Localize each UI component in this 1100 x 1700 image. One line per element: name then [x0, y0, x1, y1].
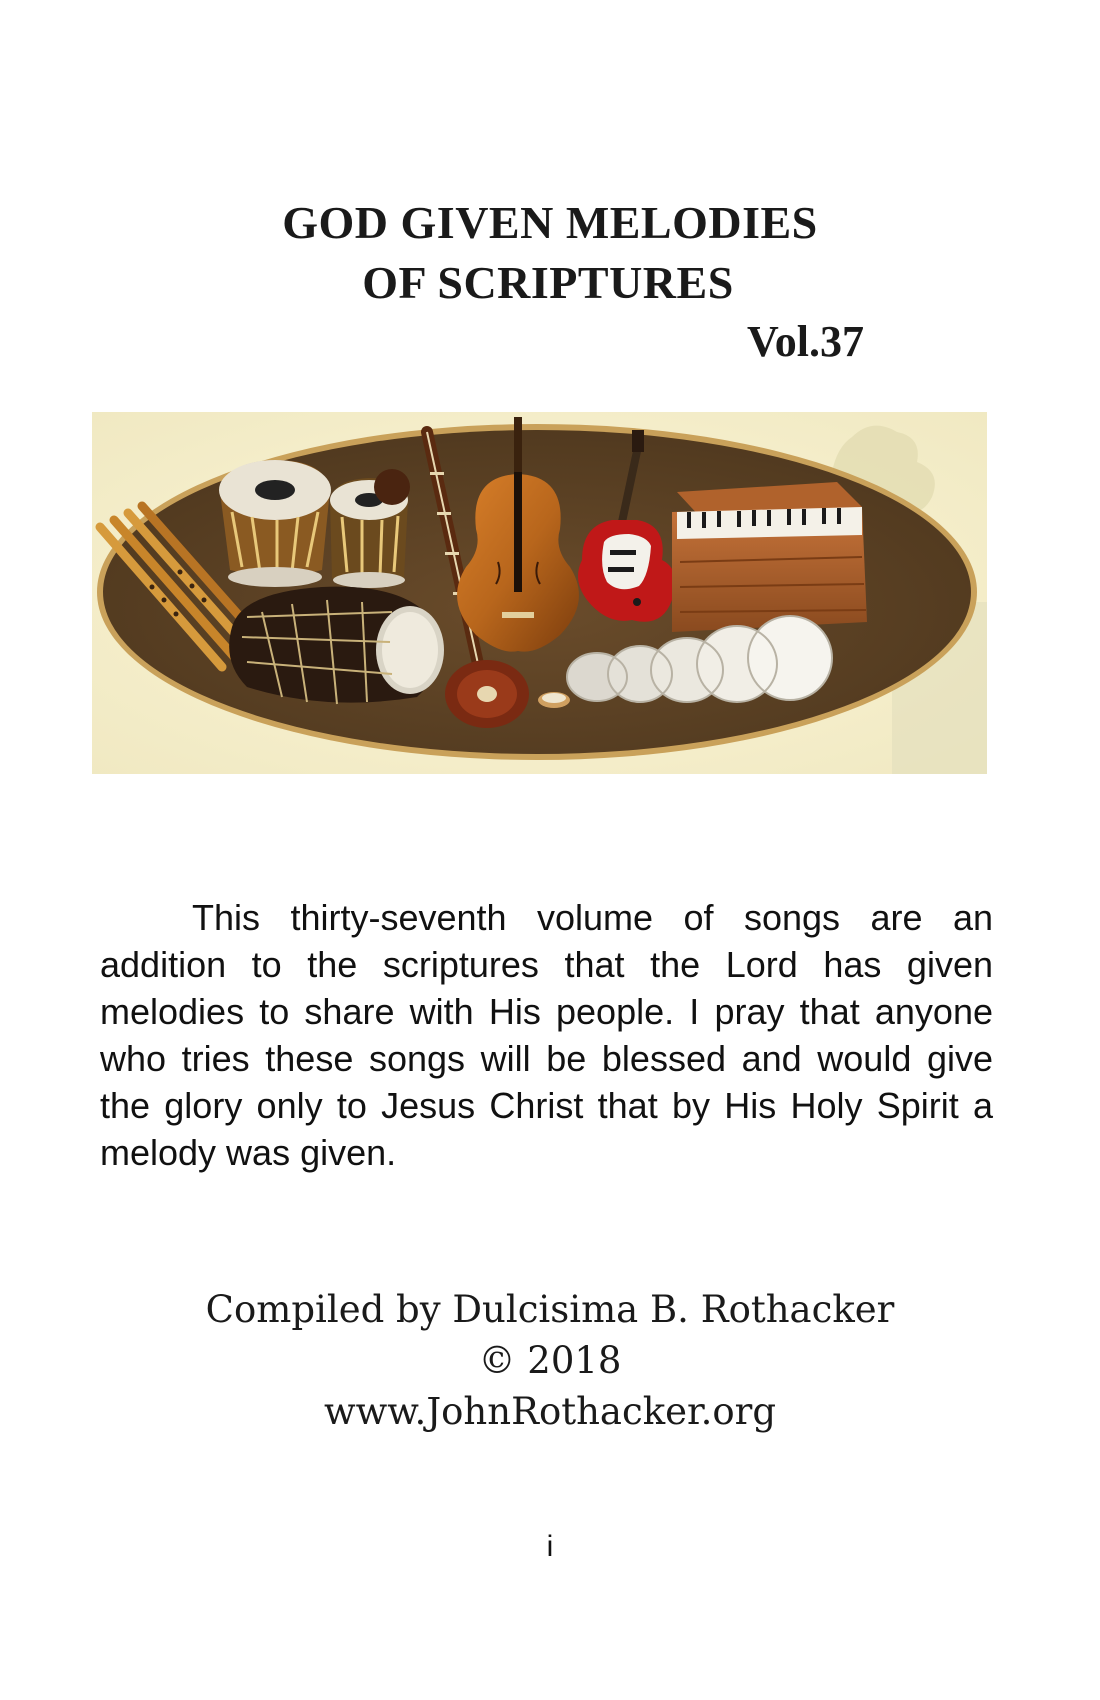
volume-number: Vol.37: [747, 317, 864, 366]
page-number: i: [546, 1530, 554, 1563]
copyright-line: © 2018: [478, 1339, 622, 1382]
title-line-1: GOD GIVEN MELODIES: [282, 197, 818, 248]
instruments-illustration: [92, 412, 987, 774]
compiled-by-line: Compiled by Dulcisima B. Rothacker: [205, 1288, 895, 1331]
intro-paragraph: This thirty-seventh volume of songs are an addition to the scriptures that the Lord has given melodies to share with His people. I pray that anyone who tries these songs will be blessed and would give the glory only to Jesus Christ that by His Holy Spirit a melody was given.: [100, 897, 993, 1173]
title-line-2: OF SCRIPTURES: [362, 257, 734, 308]
website-line: www.JohnRothacker.org: [323, 1390, 777, 1433]
